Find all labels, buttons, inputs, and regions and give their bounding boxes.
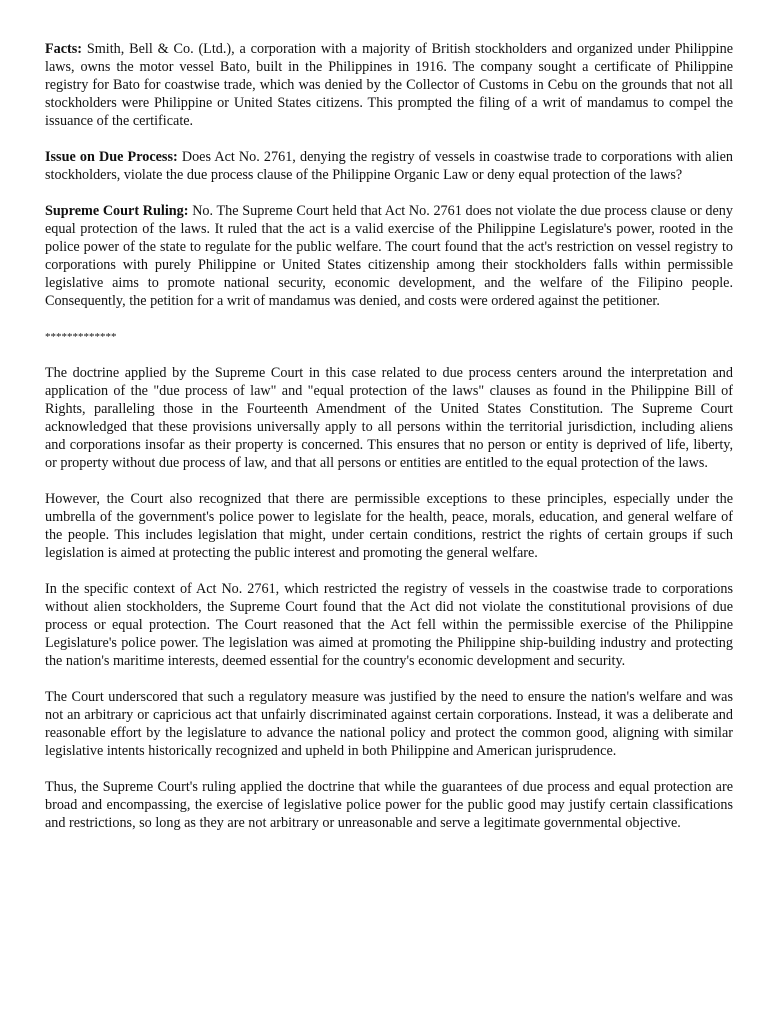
ruling-label: Supreme Court Ruling: [45,203,189,219]
issue-label: Issue on Due Process: [45,149,178,165]
body-paragraph-exceptions: However, the Court also recognized that there are permissible exceptions to these principles, especially under the umbrella of the government's police power to legislate for the health, peace, morals, education, and general welfare of the people. This includes legislation that might, under certain conditions, restrict the rights of certain groups if such legislation is aimed at protecting the public interest and promoting the general welfare. [45,491,733,561]
facts-label: Facts: [45,41,83,57]
document-page [45,40,733,850]
body-paragraph-doctrine: The doctrine applied by the Supreme Court in this case related to due process centers around the interpretation and application of the "due process of law" and "equal protection of the laws" clauses as found in the Philippine Bill of Rights, paralleling those in the Fourteenth Amendment of the United States Constitution. The Supreme Court acknowledged that these provisions universally apply to all persons within the territorial jurisdiction, including aliens and corporations insofar as their property is concerned. This ensures that no person or entity is deprived of life, liberty, or property without due process of law, and that all persons or entities are entitled to the equal protection of the laws. [45,365,733,471]
section-separator: ************* [45,331,117,343]
issue-paragraph [45,148,733,184]
body-paragraph-conclusion: Thus, the Supreme Court's ruling applied the doctrine that while the guarantees of due process and equal protection are broad and encompassing, the exercise of legislative police power for the public good may justify certain classifications and restrictions, so long as they are not arbitrary or unreasonable and serve a legitimate governmental objective. [45,779,733,831]
facts-text: Smith, Bell & Co. (Ltd.), a corporation with a majority of British stockholders and organized under Philippine laws, owns the motor vessel Bato, built in the Philippines in 1916. The company sought a certificate of Philippine registry for Bato for coastwise trade, which was denied by the Collector of Customs in Cebu on the grounds that not all stockholders were Philippine or United States citizens. This prompted the filing of a writ of mandamus to compel the issuance of the certificate. [45,41,733,129]
body-paragraph-act-context: In the specific context of Act No. 2761, which restricted the registry of vessels in the coastwise trade to corporations without alien stockholders, the Supreme Court found that the Act did not violate the constitutional provisions of due process or equal protection. The Court reasoned that the Act fell within the permissible exercise of the Philippine Legislature's police power. The legislation was aimed at promoting the Philippine ship-building industry and protecting the nation's maritime interests, deemed essential for the country's economic development and security. [45,581,733,669]
ruling-paragraph [45,202,733,310]
issue-text: Does Act No. 2761, denying the registry of vessels in coastwise trade to corporations with alien stockholders, violate the due process clause of the Philippine Organic Law or deny equal protection of the laws? [45,149,733,183]
ruling-text: No. The Supreme Court held that Act No. 2761 does not violate the due process clause or deny equal protection of the laws. It ruled that the act is a valid exercise of the Philippine Legislature's power, rooted in the police power of the state to regulate for the public welfare. The court found that the act's restriction on vessel registry to corporations with purely Philippine or United States citizenship among their stockholders falls within permissible legislative aims to promote national security, economic development, and the welfare of the Filipino people. Consequently, the petition for a writ of mandamus was denied, and costs were ordered against the petitioner. [45,203,733,309]
body-paragraph-regulatory-measure: The Court underscored that such a regulatory measure was justified by the need to ensure the nation's welfare and was not an arbitrary or capricious act that unfairly discriminated against certain corporations. Instead, it was a deliberate and reasonable effort by the legislature to advance the national policy and protect the common good, aligning with similar legislative intents historically recognized and upheld in both Philippine and American jurisprudence. [45,689,733,759]
facts-paragraph [45,40,733,130]
